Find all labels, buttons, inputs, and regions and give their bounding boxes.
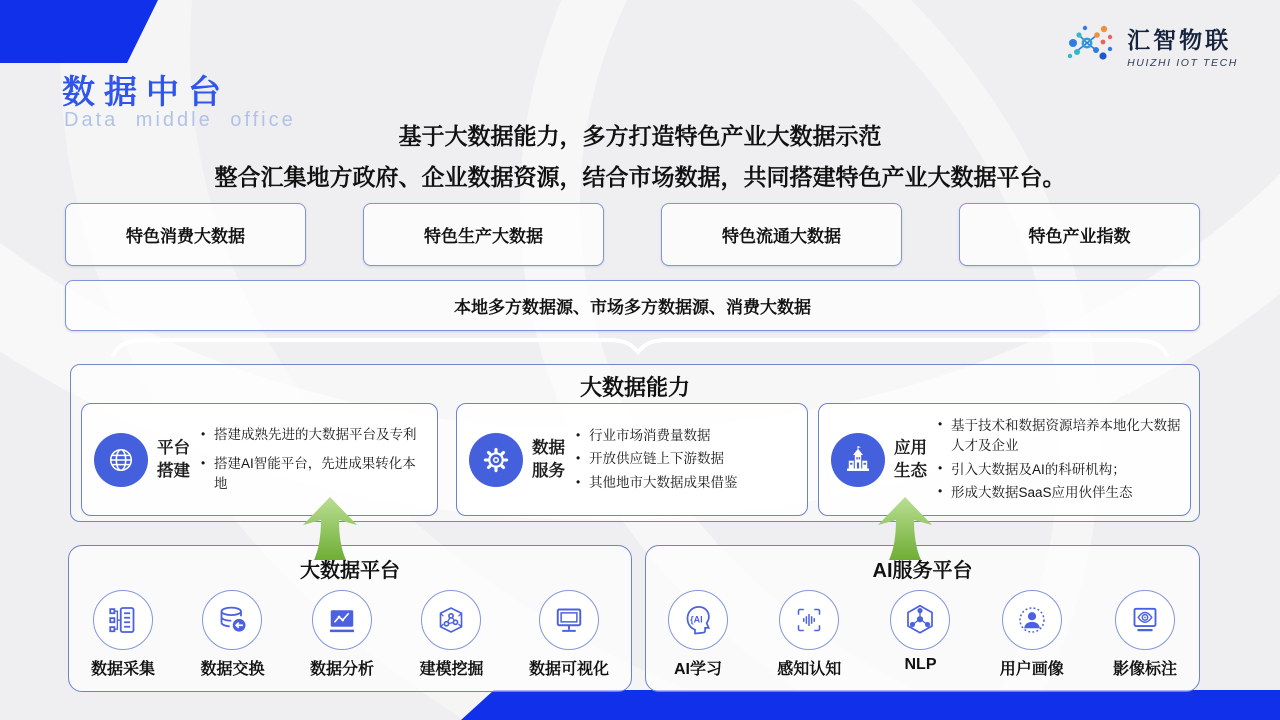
platform-item-label: 数据交换 [200, 661, 265, 678]
platform-item-label: NLP [904, 656, 937, 673]
capability-panel-title: 大数据能力 [579, 375, 690, 400]
corner-accent-shape [0, 0, 160, 63]
bullet-item: • 其他地市大数据成果借鉴 [574, 473, 799, 493]
data-visualization-icon [539, 590, 599, 650]
page-subtitle: Data middle office [64, 109, 296, 131]
platform-item [890, 590, 950, 679]
platform-item-label: 数据采集 [91, 661, 156, 678]
brace-connector [110, 333, 1170, 361]
platform-item-label: AI学习 [673, 661, 722, 678]
bullet-item: • 形成大数据SaaS应用伙伴生态 [936, 483, 1182, 503]
bullet-item: • 搭建成熟先进的大数据平台及专利 [199, 425, 429, 445]
perception-cognition-icon [779, 590, 839, 650]
bigdata-capability-panel [70, 364, 1200, 522]
globe-icon [94, 433, 148, 487]
platform-item-label: 数据可视化 [528, 661, 609, 678]
logo-tagline: HUIZHI IOT TECH [1127, 57, 1238, 69]
capability-label: 数据 服务 [532, 439, 565, 480]
page-title: 数据中台 [62, 73, 230, 110]
platform-title: AI服务平台 [872, 560, 973, 582]
box-industry-index: 特色产业指数 [959, 203, 1200, 266]
platform-item-label: 数据分析 [309, 661, 374, 678]
platform-item [777, 590, 841, 679]
bigdata-platform-panel [68, 545, 632, 692]
data-collection-icon [93, 590, 153, 650]
bullet-item: • 行业市场消费量数据 [574, 426, 799, 446]
platform-item-label: 影像标注 [1112, 661, 1177, 678]
platform-item-label: 用户画像 [999, 661, 1064, 678]
user-profile-icon [1002, 590, 1062, 650]
intro-text [40, 121, 1240, 192]
platform-item [91, 590, 155, 679]
capability-bullet-list [574, 423, 799, 496]
platform-item [310, 590, 374, 679]
platform-icon-row [69, 583, 631, 679]
bottom-accent-bar [0, 690, 1280, 720]
logo-brand-text: 汇智物联 [1127, 27, 1232, 53]
bullet-item: • 开放供应链上下游数据 [574, 449, 799, 469]
box-data-sources: 本地多方数据源、市场多方数据源、消费大数据 [65, 280, 1200, 331]
platform-item-label: 感知认知 [777, 661, 842, 678]
platform-item [1113, 590, 1177, 679]
up-arrow-icon [303, 497, 357, 560]
capability-data-services [456, 403, 808, 516]
capability-label: 平台 搭建 [157, 439, 190, 480]
box-circulation-bigdata: 特色流通大数据 [661, 203, 902, 266]
ai-learning-icon [668, 590, 728, 650]
intro-line-2: 整合汇集地方政府、企业数据资源，结合市场数据，共同搭建特色产业大数据平台。 [214, 164, 1066, 190]
platform-item-label: 建模挖掘 [419, 661, 484, 678]
svg-text:{AI: {AI [690, 614, 703, 625]
bullet-item: • 基于技术和数据资源培养本地化大数据人才及企业 [936, 416, 1182, 455]
data-source-row [65, 280, 1200, 331]
nlp-icon [890, 590, 950, 650]
capability-bullet-list [199, 416, 429, 504]
capability-application-ecosystem [818, 403, 1191, 516]
box-production-bigdata: 特色生产大数据 [363, 203, 604, 266]
platform-item [529, 590, 609, 679]
bullet-item: • 搭建AI智能平台，先进成果转化本地 [199, 454, 429, 495]
bullet-item: • 引入大数据及AI的科研机构； [936, 460, 1182, 480]
modeling-mining-icon [421, 590, 481, 650]
capability-label: 应用 生态 [894, 439, 927, 480]
network-dots-logo-icon [1063, 15, 1119, 76]
image-annotation-icon [1115, 590, 1175, 650]
gear-icon [469, 433, 523, 487]
data-analysis-icon [312, 590, 372, 650]
platform-item [200, 590, 264, 679]
platform-item [1000, 590, 1064, 679]
platform-item [668, 590, 728, 679]
platform-item [419, 590, 483, 679]
data-exchange-icon [202, 590, 262, 650]
up-arrow-icon [878, 497, 932, 560]
capability-bullet-list [936, 412, 1182, 506]
ai-service-platform-panel [645, 545, 1200, 692]
logo [1063, 15, 1238, 76]
capability-platform-building [81, 403, 438, 516]
box-consumer-bigdata: 特色消费大数据 [65, 203, 306, 266]
platform-title: 大数据平台 [300, 560, 400, 582]
intro-line-1: 基于大数据能力，多方打造特色产业大数据示范 [398, 123, 882, 149]
data-category-row [65, 203, 1200, 266]
building-icon [831, 433, 885, 487]
platform-icon-row [646, 583, 1199, 679]
